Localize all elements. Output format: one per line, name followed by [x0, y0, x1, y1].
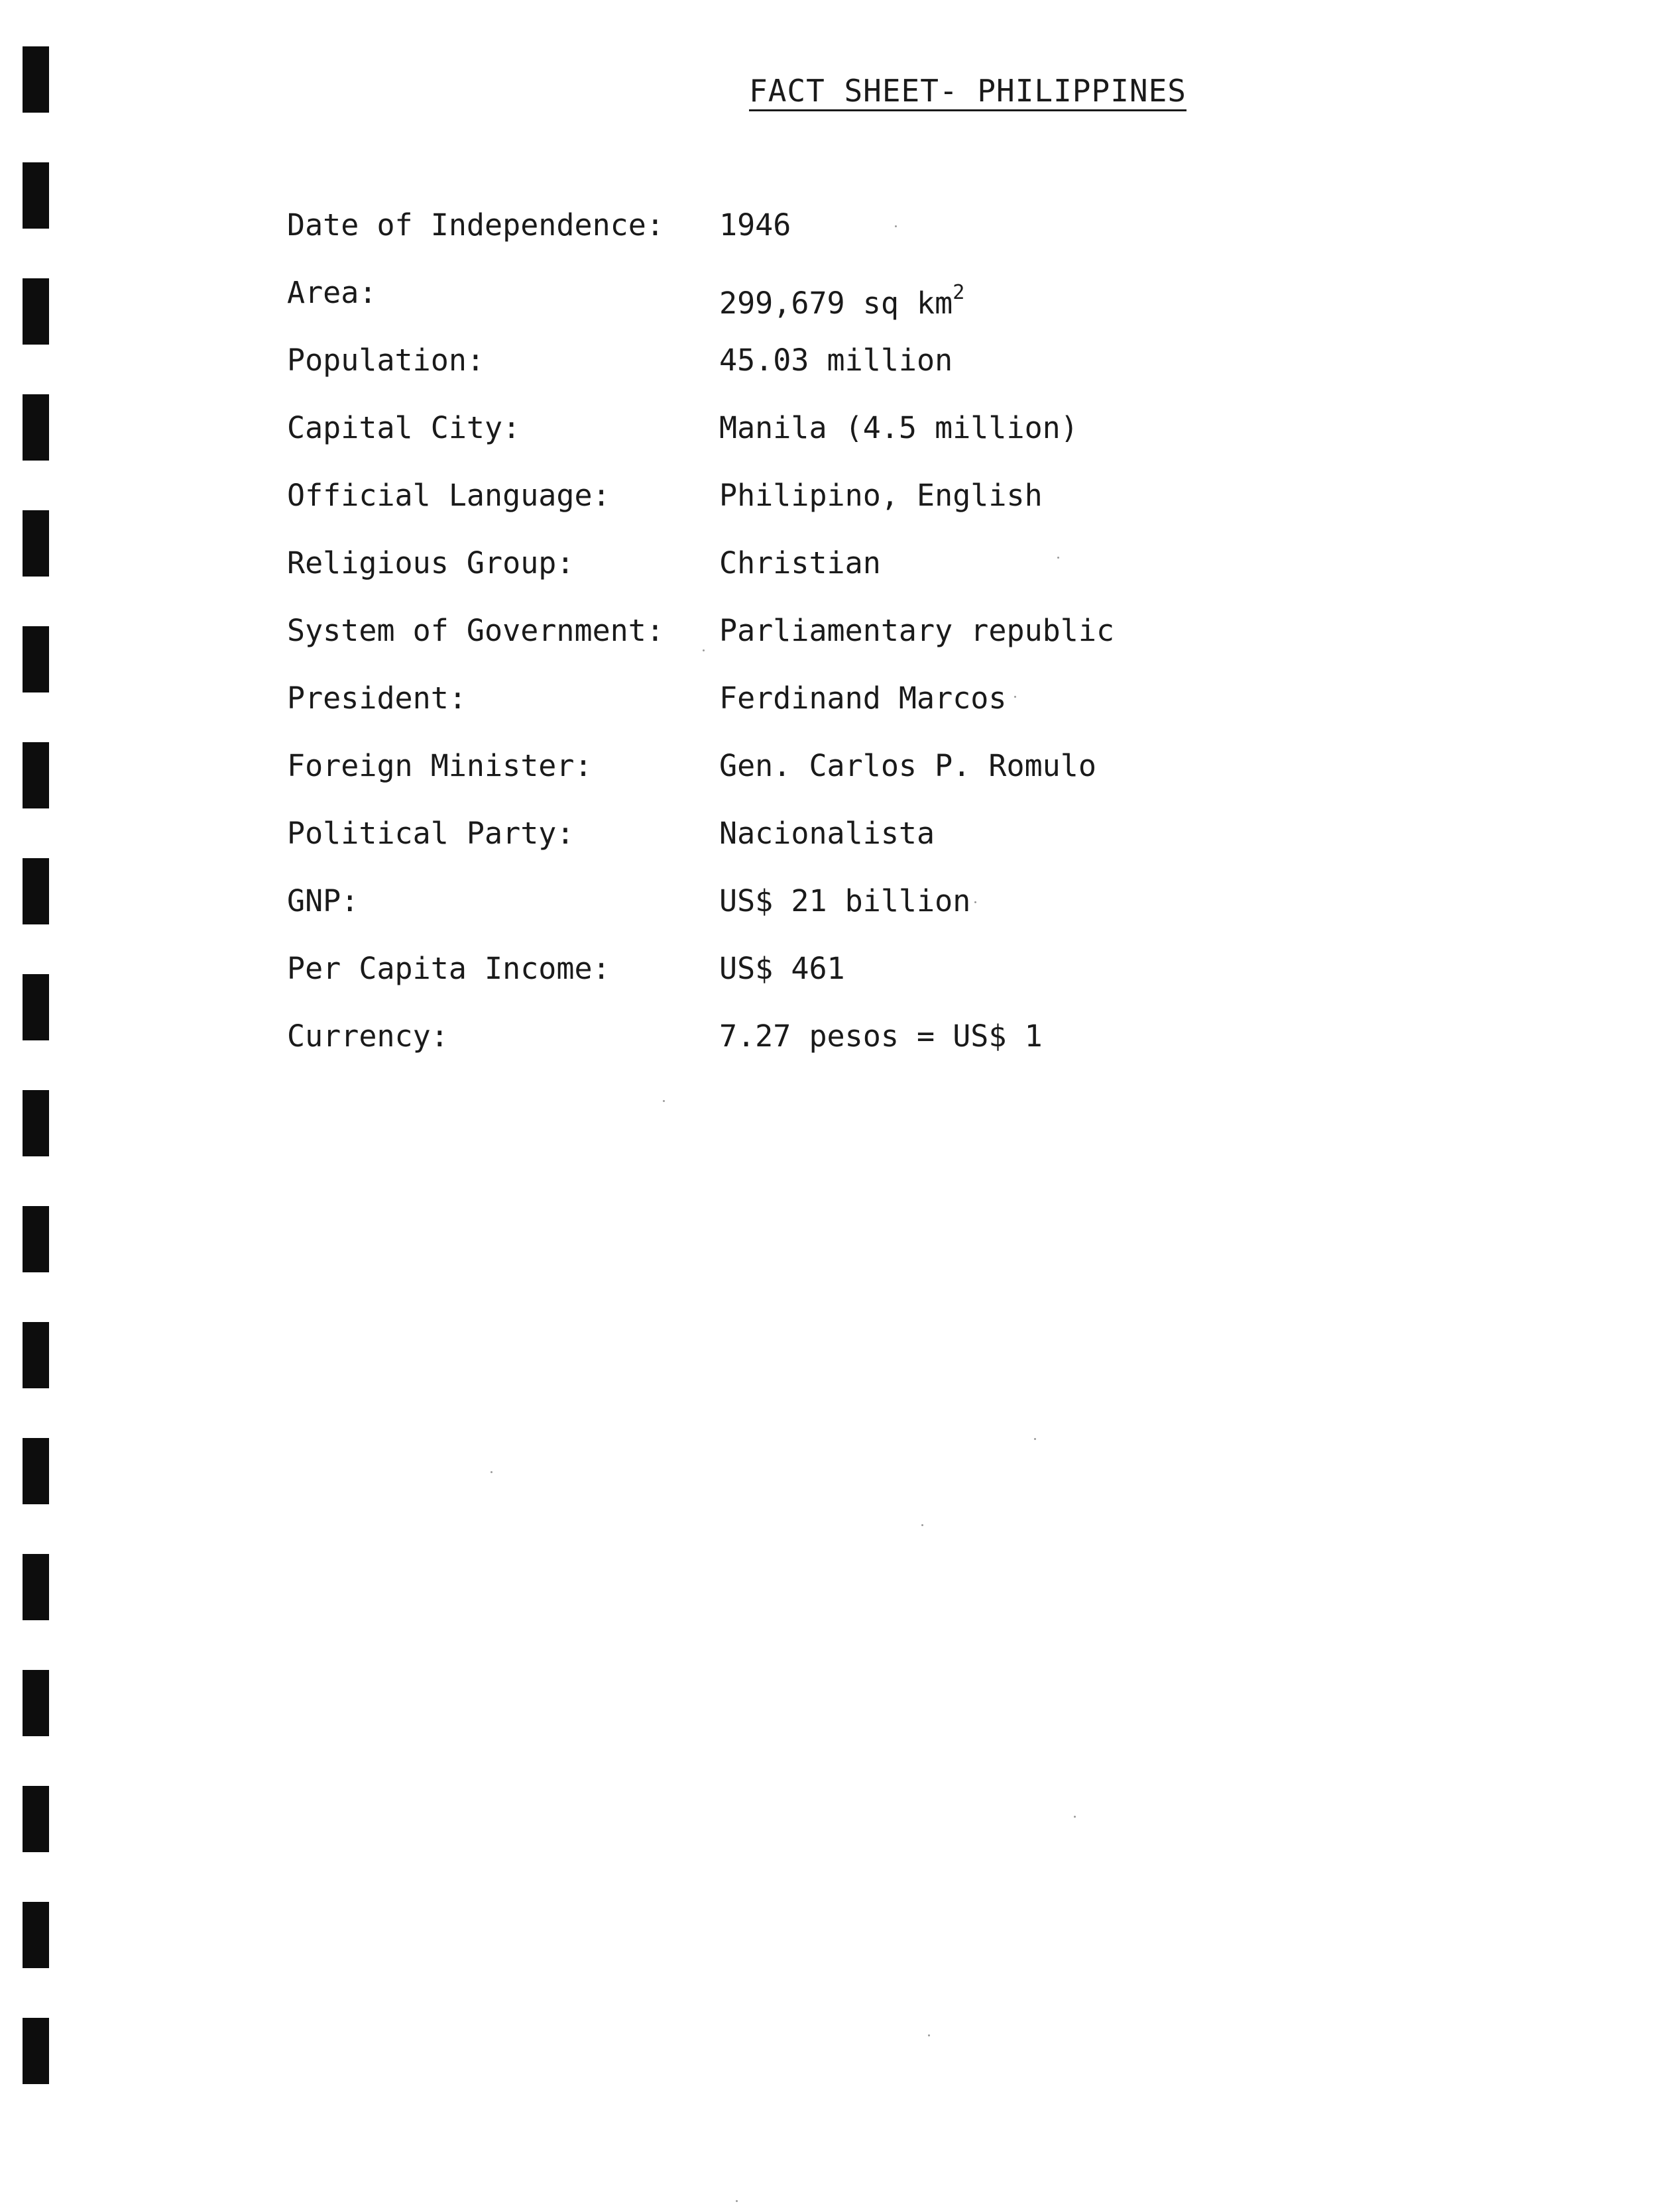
fact-label: Religious Group:: [287, 545, 575, 581]
fact-value: Christian: [719, 545, 881, 581]
fact-value: US$ 461: [719, 951, 845, 986]
binding-mark: [23, 1554, 49, 1620]
fact-label: President:: [287, 681, 467, 716]
fact-row-capital-city: [287, 402, 1546, 469]
fact-row-population: [287, 334, 1546, 402]
scan-speck: [703, 649, 705, 651]
binding-mark: [23, 626, 49, 692]
binding-hole-marks: [23, 46, 49, 2167]
fact-label: Per Capita Income:: [287, 951, 610, 986]
fact-value: 1946: [719, 207, 791, 243]
fact-value: US$ 21 billion: [719, 883, 971, 918]
binding-mark: [23, 1670, 49, 1736]
fact-value: Parliamentary republic: [719, 613, 1115, 648]
scan-speck: [928, 2034, 930, 2036]
binding-mark: [23, 974, 49, 1040]
fact-label: Political Party:: [287, 816, 575, 851]
fact-value: Nacionalista: [719, 816, 935, 851]
binding-mark: [23, 46, 49, 113]
fact-label: GNP:: [287, 883, 359, 918]
fact-row-date-of-independence: [287, 199, 1546, 266]
fact-value: 45.03 million: [719, 343, 953, 378]
binding-mark: [23, 742, 49, 808]
binding-mark: [23, 1090, 49, 1156]
binding-mark: [23, 1786, 49, 1852]
fact-row-foreign-minister: [287, 740, 1546, 807]
binding-mark: [23, 1322, 49, 1388]
fact-row-currency: [287, 1010, 1546, 1078]
fact-value: Gen. Carlos P. Romulo: [719, 748, 1096, 783]
fact-list: [287, 199, 1546, 1078]
scan-speck: [736, 2200, 738, 2202]
fact-label: Foreign Minister:: [287, 748, 593, 783]
scan-speck: [491, 1471, 492, 1473]
fact-label: Currency:: [287, 1019, 449, 1054]
binding-mark: [23, 1438, 49, 1504]
binding-mark: [23, 394, 49, 461]
fact-row-area: [287, 266, 1546, 334]
page-title: FACT SHEET- PHILIPPINES: [749, 73, 1187, 109]
unit-superscript: 2: [953, 281, 965, 304]
binding-mark: [23, 1206, 49, 1272]
scan-speck: [1074, 1816, 1076, 1818]
scan-speck: [1057, 557, 1059, 559]
fact-value: 299,679 sq km: [719, 286, 953, 321]
fact-value: Philipino, English: [719, 478, 1043, 513]
fact-value: 7.27 pesos = US$ 1: [719, 1019, 1043, 1054]
fact-row-gnp: [287, 875, 1546, 942]
scan-speck: [1014, 696, 1016, 698]
binding-mark: [23, 162, 49, 229]
scan-speck: [1034, 1438, 1036, 1440]
fact-row-president: [287, 672, 1546, 740]
fact-label: System of Government:: [287, 613, 664, 648]
binding-mark: [23, 858, 49, 924]
binding-mark: [23, 2018, 49, 2084]
fact-value-area: [719, 266, 964, 330]
fact-label: Capital City:: [287, 410, 521, 445]
fact-row-official-language: [287, 469, 1546, 537]
fact-value: Ferdinand Marcos: [719, 681, 1007, 716]
fact-label: Official Language:: [287, 478, 610, 513]
binding-mark: [23, 278, 49, 345]
scan-speck: [974, 901, 976, 903]
fact-label: Area:: [287, 275, 377, 310]
fact-row-religious-group: [287, 537, 1546, 604]
binding-mark: [23, 510, 49, 577]
fact-row-political-party: [287, 807, 1546, 875]
binding-mark: [23, 1902, 49, 1968]
fact-row-system-of-government: [287, 604, 1546, 672]
scan-speck: [663, 1100, 665, 1102]
fact-value: Manila (4.5 million): [719, 410, 1078, 445]
fact-label: Date of Independence:: [287, 207, 664, 243]
fact-row-per-capita-income: [287, 942, 1546, 1010]
scan-speck: [921, 1524, 923, 1526]
scan-speck: [895, 225, 897, 227]
fact-label: Population:: [287, 343, 485, 378]
